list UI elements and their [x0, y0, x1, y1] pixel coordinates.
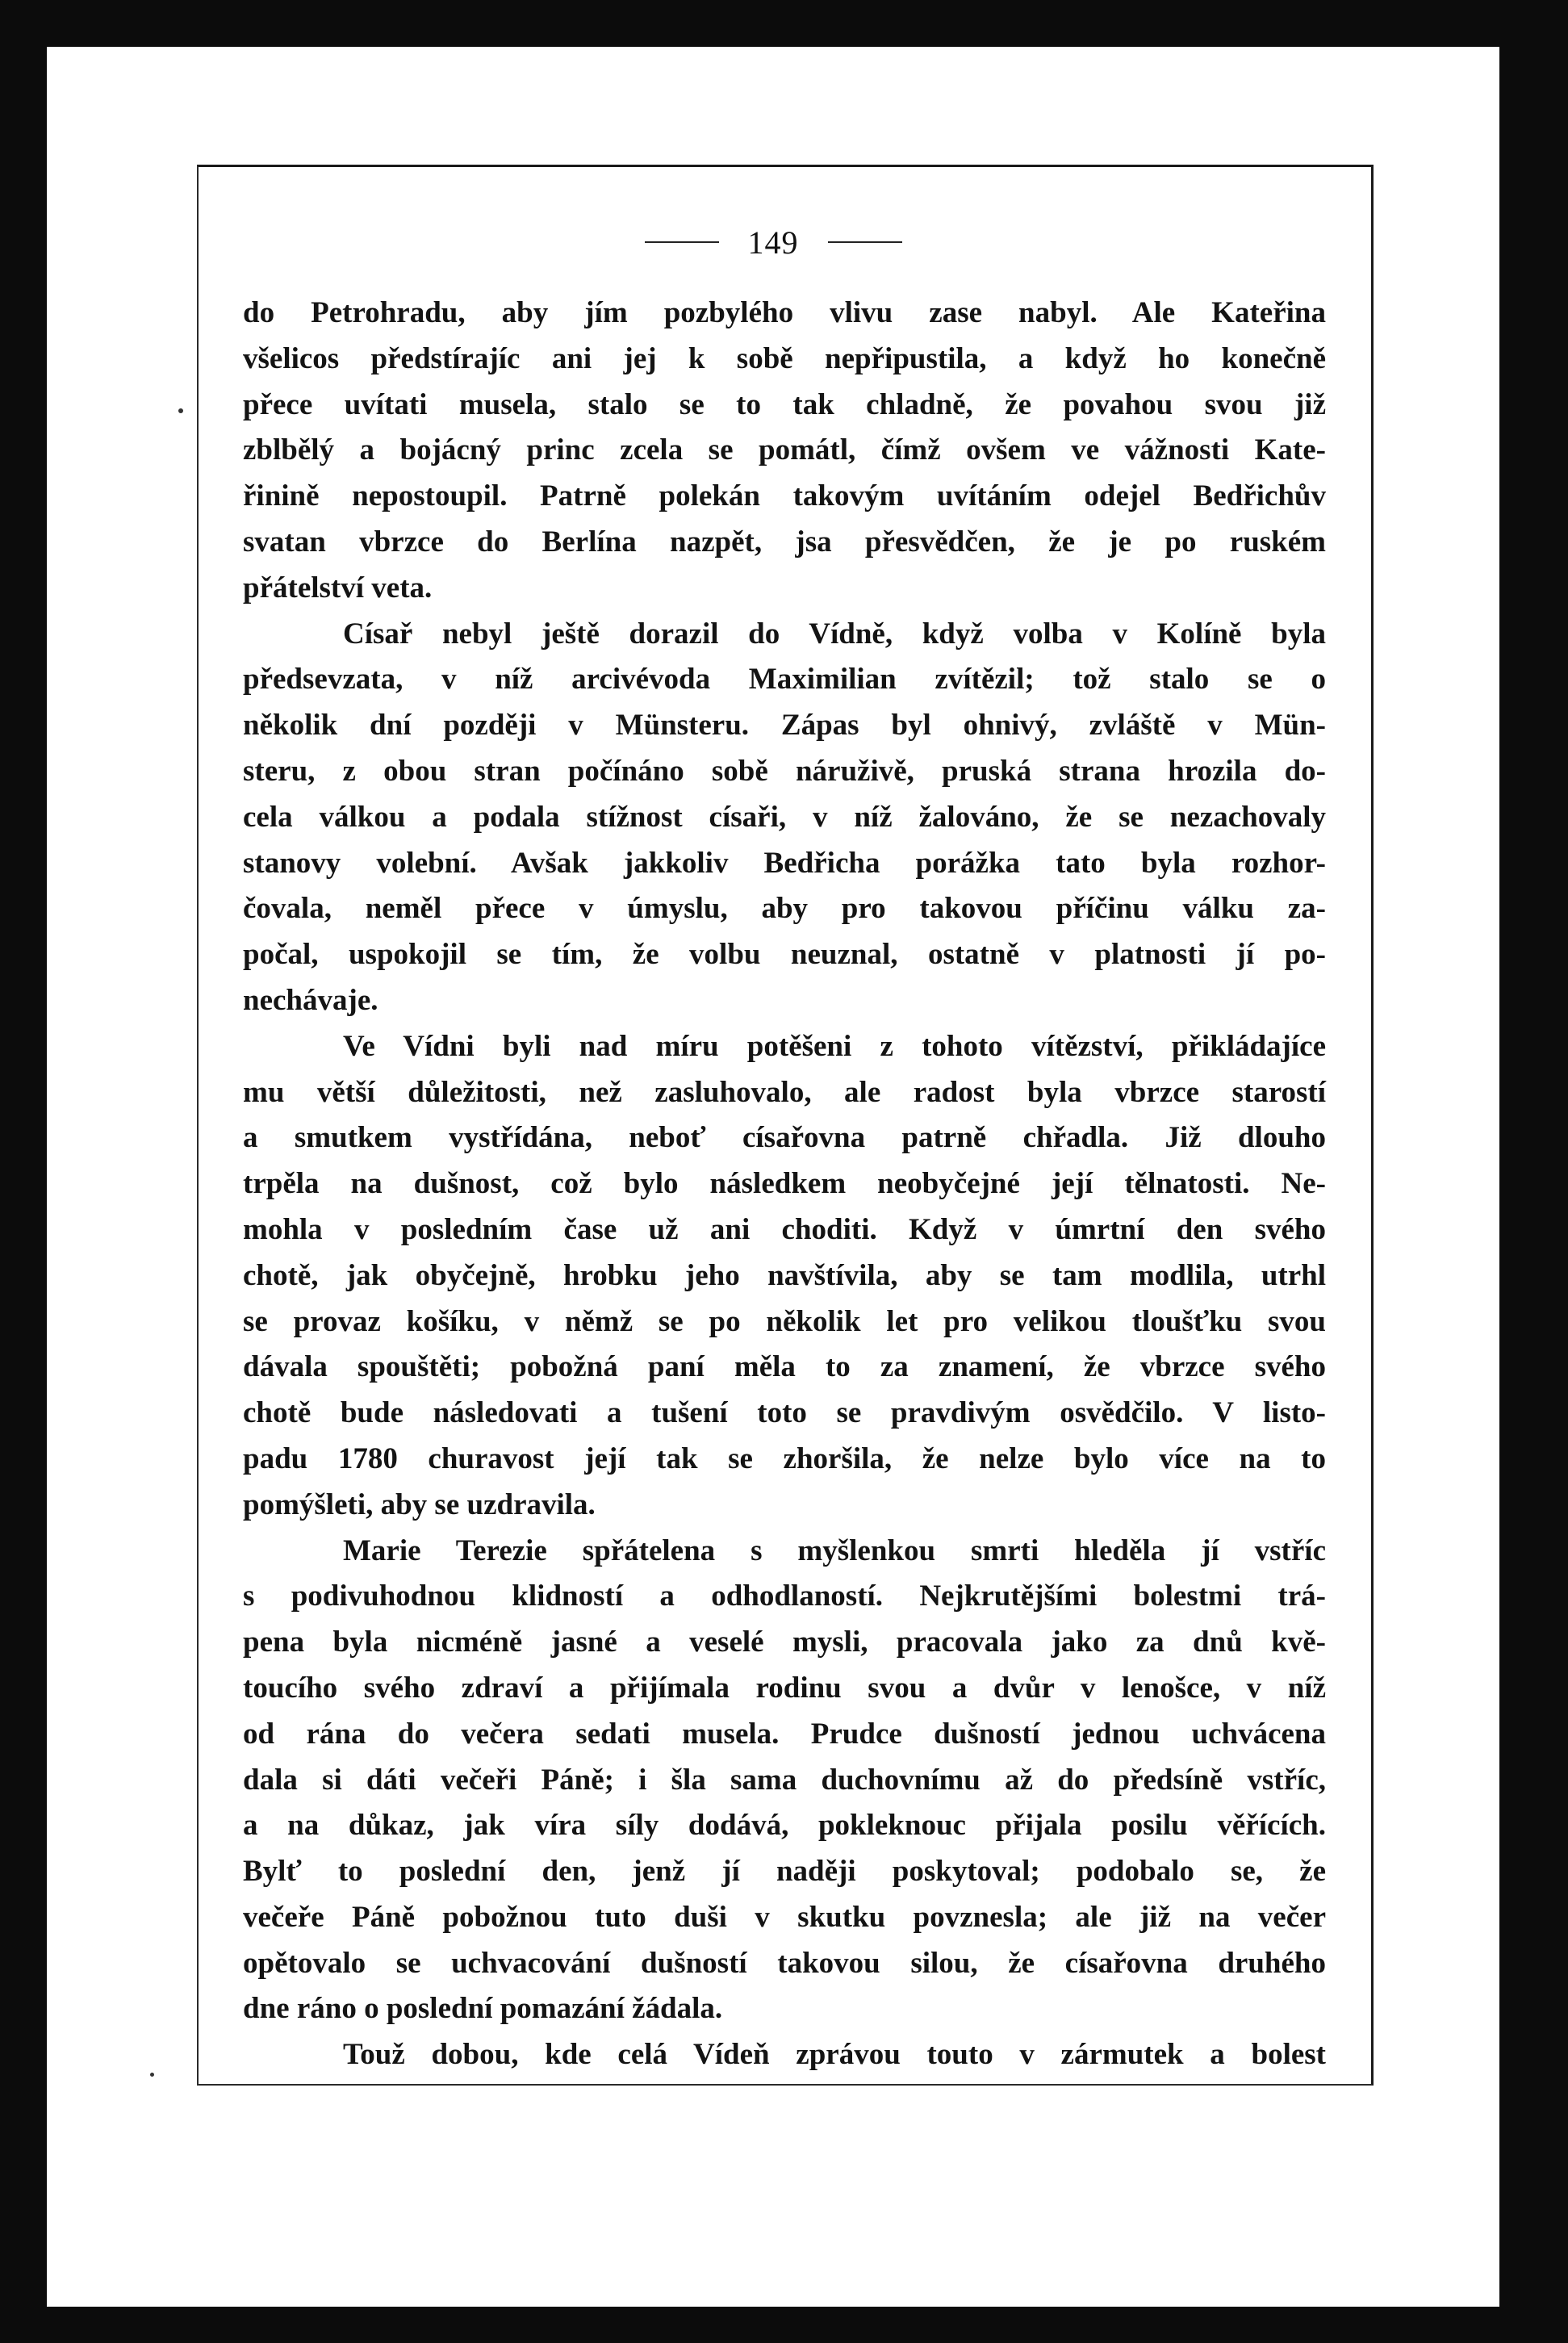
print-speck — [178, 408, 183, 413]
page-number: 149 — [747, 224, 799, 261]
text-line: mohla v posledním čase už ani choditi. Když v úmrtní den svého — [243, 1212, 1326, 1246]
text-line: čovala, neměl přece v úmyslu, aby pro takovou příčinu válku za- — [243, 892, 1326, 926]
text-line: chotě, jak obyčejně, hrobku jeho navštívila, aby se tam modlila, utrhl — [243, 1258, 1326, 1292]
text-line: mu větší důležitosti, než zasluhovalo, ale radost byla vbrzce starostí — [243, 1075, 1326, 1109]
text-line: večeře Páně pobožnou tuto duši v skutku povznesla; ale již na večer — [243, 1900, 1326, 1934]
text-line: dávala spouštěti; pobožná paní měla to za znamení, že vbrzce svého — [243, 1350, 1326, 1384]
body-text — [243, 291, 1326, 2078]
text-line: Císař nebyl ještě dorazil do Vídně, když volba v Kolíně byla — [343, 617, 1326, 651]
paragraph — [243, 2032, 1326, 2078]
text-line: několik dní později v Münsteru. Zápas byl ohnivý, zvláště v Mün- — [243, 709, 1326, 743]
text-line: předsevzata, v níž arcivévoda Maximilian zvítězil; tož stalo se o — [243, 663, 1326, 697]
text-line: Marie Terezie spřátelena s myšlenkou smrti hleděla jí vstříc — [343, 1533, 1326, 1567]
print-speck — [150, 2073, 154, 2077]
text-line: počal, uspokojil se tím, že volbu neuznal, ostatně v platnosti jí po- — [243, 938, 1326, 972]
text-line: a smutkem vystřídána, neboť císařovna patrně chřadla. Již dlouho — [243, 1121, 1326, 1155]
text-line: steru, z obou stran počínáno sobě náruživě, pruská strana hrozila do- — [243, 754, 1326, 788]
text-line: Touž dobou, kde celá Vídeň zprávou touto v zármutek a bolest — [343, 2038, 1326, 2072]
text-line: chotě bude následovati a tušení toto se pravdivým osvědčilo. V listo- — [243, 1396, 1326, 1430]
text-line: přátelství veta. — [243, 571, 433, 605]
book-page — [47, 47, 1499, 2307]
text-line: a na důkaz, jak víra síly dodává, pokleknouc přijala posilu věřících. — [243, 1809, 1326, 1843]
text-line: dne ráno o poslední pomazání žádala. — [243, 1992, 723, 2026]
text-line: stanovy volební. Avšak jakkoliv Bedřicha porážka tato byla rozhor- — [243, 846, 1326, 880]
text-line: cela válkou a podala stížnost císaři, v níž žalováno, že se nezachovaly — [243, 800, 1326, 834]
text-line: od rána do večera sedati musela. Prudce dušností jednou uchvácena — [243, 1717, 1326, 1751]
text-line: zblbělý a bojácný princ zcela se pomátl, čímž ovšem ve vážnosti Kate- — [243, 433, 1326, 467]
text-line: se provaz košíku, v němž se po několik let pro velikou tloušťku svou — [243, 1304, 1326, 1338]
header-rule-left — [645, 241, 719, 243]
header-rule-right — [828, 241, 902, 243]
page-header — [47, 218, 1499, 266]
text-line: všelicos předstírajíc ani jej k sobě nepřipustila, a když ho konečně — [243, 341, 1326, 375]
text-line: toucího svého zdraví a přijímala rodinu svou a dvůr v lenošce, v níž — [243, 1671, 1326, 1705]
text-line: řinině nepostoupil. Patrně polekán takovým uvítáním odejel Bedřichův — [243, 479, 1326, 513]
text-line: přece uvítati musela, stalo se to tak chladně, že povahou svou již — [243, 387, 1326, 421]
text-line: opětovalo se uchvacování dušností takovou silou, že císařovna druhého — [243, 1946, 1326, 1980]
text-line: s podivuhodnou klidností a odhodlaností. Nejkrutějšími bolestmi trá- — [243, 1579, 1326, 1613]
text-line: Ve Vídni byli nad míru potěšeni z tohoto vítězství, přikládajíce — [343, 1029, 1326, 1063]
text-line: svatan vbrzce do Berlína nazpět, jsa přesvědčen, že je po ruském — [243, 525, 1326, 559]
text-line: Bylť to poslední den, jenž jí naději poskytoval; podobalo se, že — [243, 1855, 1326, 1889]
text-line: pomýšleti, aby se uzdravila. — [243, 1487, 596, 1521]
paragraph — [243, 612, 1326, 1024]
paragraph — [243, 1529, 1326, 2033]
paragraph — [243, 1024, 1326, 1529]
paragraph — [243, 291, 1326, 612]
text-line: do Petrohradu, aby jím pozbylého vlivu zase nabyl. Ale Kateřina — [243, 296, 1326, 329]
text-line: pena byla nicméně jasné a veselé mysli, pracovala jako za dnů kvě- — [243, 1625, 1326, 1659]
text-line: dala si dáti večeři Páně; i šla sama duchovnímu až do předsíně vstříc, — [243, 1763, 1326, 1797]
text-line: trpěla na dušnost, což bylo následkem neobyčejné její tělnatosti. Ne- — [243, 1167, 1326, 1201]
text-line: padu 1780 churavost její tak se zhoršila, že nelze bylo více na to — [243, 1441, 1326, 1475]
text-line: nechávaje. — [243, 983, 378, 1017]
